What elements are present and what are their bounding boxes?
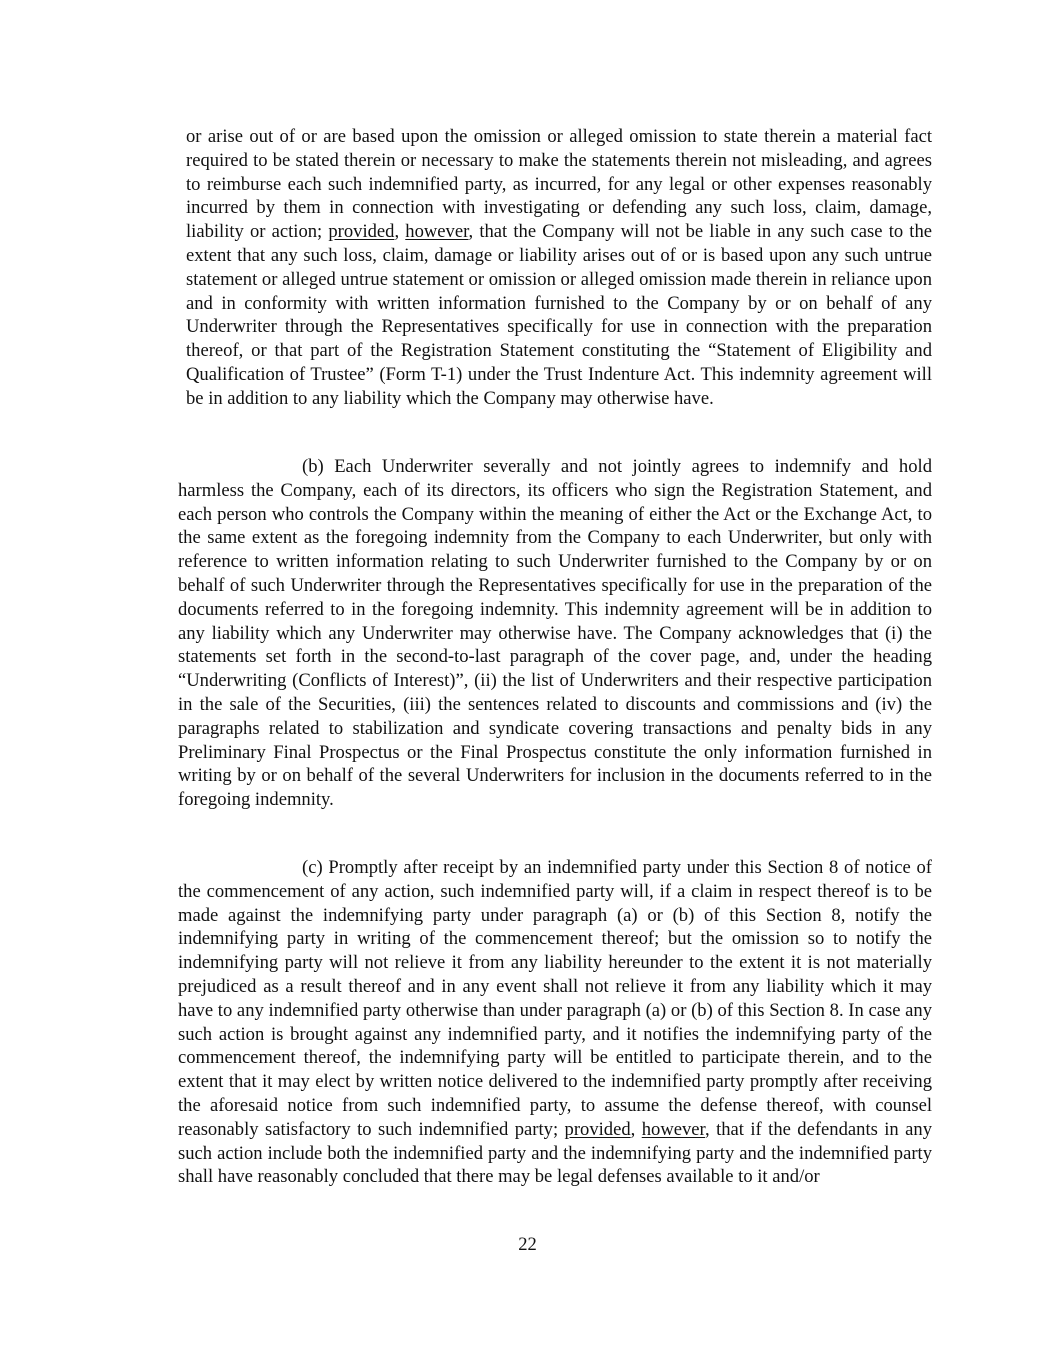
however-term: however: [405, 221, 469, 243]
provided-term: provided: [328, 221, 395, 243]
paragraph-c-text-2: , that if the defendants in any such action include both the indemnified party and the indemnifying party and the indemnified party shall have reasonably concluded that there may be legal defenses available to it and/or: [178, 1118, 933, 1188]
provided-term: provided: [564, 1118, 631, 1140]
paragraph-c-text-1: (c) Promptly after receipt by an indemnified party under this Section 8 of notice of the commencement of any action, such indemnified party will, if a claim in respect thereof is to be made against the indemnifying party under paragraph (a) or (b) of this Section 8, notify the indemnifying party in writing of the commencement thereof; but the omission so to notify the indemnifying party will not relieve it from any liability hereunder to the extent it is not materially prejudiced as a result thereof and in any event shall not relieve it from any liability which it may have to any indemnified party otherwise than under paragraph (a) or (b) of this Section 8. In case any such action is brought against any indemnified party, and it notifies the indemnifying party of the commencement thereof, the indemnifying party will be entitled to participate therein, and to the extent that it may elect by written notice delivered to the indemnified party promptly after receiving the aforesaid notice from such indemnified party, to assume the defense thereof, with counsel reasonably satisfactory to such indemnified party;: [178, 857, 932, 1140]
separator: ,: [630, 1118, 642, 1140]
paragraph-b-text: (b) Each Underwriter severally and not jointly agrees to indemnify and hold harmless the Company, each of its directors, its officers who sign the Registration Statement, and each person who controls the Company within the meaning of either the Act or the Exchange Act, to the same extent as the foregoing indemnity from the Company to each Underwriter, but only with reference to written information relating to such Underwriter furnished to the Company by or on behalf of such Underwriter through the Representatives specifically for use in the preparation of the documents referred to in the foregoing indemnity. This indemnity agreement will be in addition to any liability which any Underwriter may otherwise have. The Company acknowledges that (i) the statements set forth in the second-to-last paragraph of the cover page, and, under the heading “Underwriting (Conflicts of Interest)”, (ii) the list of Underwriters and their respective participation in the sale of the Securities, (iii) the sentences related to discounts and commissions and (iv) the paragraphs related to stabilization and syndicate covering transactions and penalty bids in any Preliminary Final Prospectus or the Final Prospectus constitute the only information furnished in writing by or on behalf of the several Underwriters for inclusion in the documents referred to in the foregoing indemnity.: [178, 456, 932, 811]
paragraph-b: [178, 455, 932, 812]
paragraph-a-continuation: [186, 125, 932, 411]
paragraph-a-text-2: , that the Company will not be liable in any such case to the extent that any such loss, claim, damage or liability arises out of or is based upon any such untrue statement or alleged untrue statement or omission or alleged omission made therein in reliance upon and in conformity with written information furnished to the Company by or on behalf of any Underwriter through the Representatives specifically for use in connection with the preparation thereof, or that part of the Registration Statement constituting the “Statement of Eligibility and Qualification of Trustee” (Form T-1) under the Trust Indenture Act. This indemnity agreement will be in addition to any liability which the Company may otherwise have.: [186, 221, 933, 409]
paragraph-c: [178, 856, 932, 1189]
page-number: 22: [518, 1234, 537, 1255]
separator: ,: [394, 221, 406, 243]
however-term: however: [641, 1118, 706, 1140]
paragraph-a-text-1: or arise out of or are based upon the omission or alleged omission to state therein a material fact required to be stated therein or necessary to make the statements therein not misleading, and agrees to reimburse each such indemnified party, as incurred, for any legal or other expenses reasonably incurred by them in connection with investigating or defending any such loss, claim, damage, liability or action;: [186, 126, 932, 243]
